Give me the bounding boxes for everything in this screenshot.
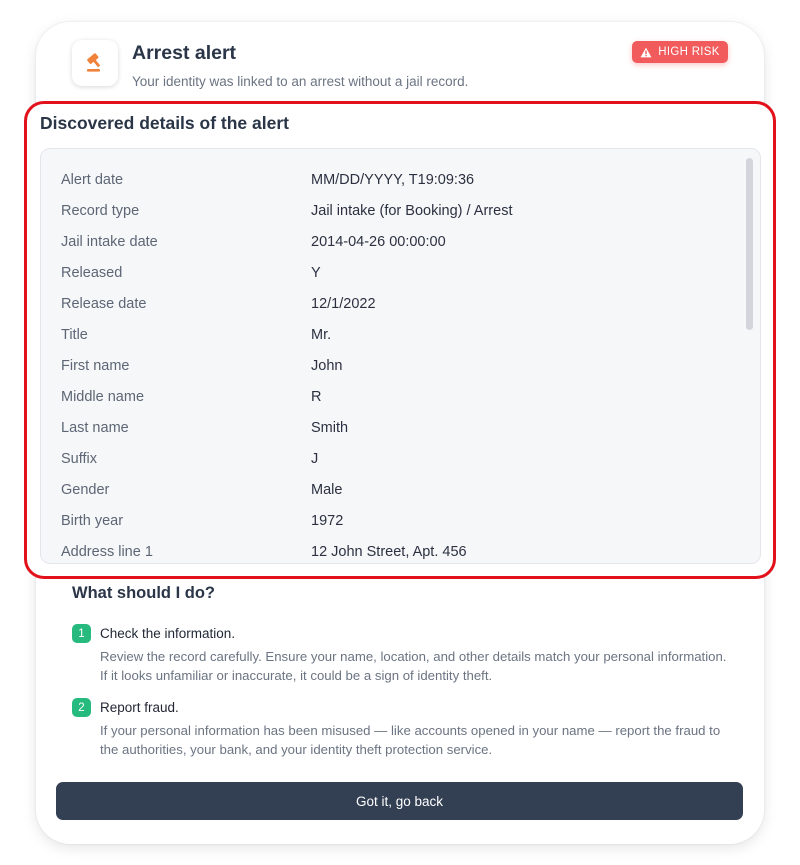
- detail-row: [41, 258, 741, 289]
- step-number-badge: 1: [72, 624, 91, 643]
- detail-value: 1972: [311, 513, 344, 529]
- detail-value: John: [311, 358, 343, 374]
- warning-icon: [640, 47, 652, 58]
- high-risk-badge: [632, 41, 728, 63]
- detail-value: J: [311, 451, 319, 467]
- alert-subtitle: Your identity was linked to an arrest without a jail record.: [132, 74, 469, 89]
- gavel-icon: [84, 52, 106, 74]
- detail-row: [41, 382, 741, 413]
- detail-label: Released: [61, 265, 123, 281]
- detail-row: [41, 475, 741, 506]
- alert-title: Arrest alert: [132, 42, 237, 64]
- detail-row: [41, 413, 741, 444]
- detail-label: Record type: [61, 203, 140, 219]
- detail-label: Gender: [61, 482, 110, 498]
- detail-value: MM/DD/YYYY, T19:09:36: [311, 172, 475, 188]
- detail-value: 12/1/2022: [311, 296, 376, 312]
- alert-app-icon: [72, 40, 118, 86]
- detail-label: Title: [61, 327, 88, 343]
- detail-label: Release date: [61, 296, 147, 312]
- details-scrollbar[interactable]: [746, 158, 753, 558]
- detail-value: Male: [311, 482, 343, 498]
- step-title: Check the information.: [100, 626, 236, 641]
- detail-value: Jail intake (for Booking) / Arrest: [311, 203, 513, 219]
- badge-label: HIGH RISK: [658, 46, 720, 58]
- detail-value: R: [311, 389, 322, 405]
- detail-value: 2014-04-26 00:00:00: [311, 234, 446, 250]
- detail-row: [41, 351, 741, 382]
- step-number-badge: 2: [72, 698, 91, 717]
- step-description: If your personal information has been misused — like accounts opened in your name — report the fraud to the authorities, your bank, and your identity theft protection service.: [100, 723, 721, 757]
- step-title: Report fraud.: [100, 700, 179, 715]
- detail-label: Birth year: [61, 513, 124, 529]
- detail-value: Y: [311, 265, 321, 281]
- step-description: Review the record carefully. Ensure your name, location, and other details match your personal information. If it looks unfamiliar or inaccurate, it could be a sign of identity theft.: [100, 649, 727, 683]
- detail-label: Alert date: [61, 172, 124, 188]
- scrollbar-thumb[interactable]: [746, 158, 753, 330]
- go-back-button[interactable]: Got it, go back: [56, 782, 743, 820]
- detail-label: First name: [61, 358, 130, 374]
- details-panel[interactable]: [40, 148, 761, 564]
- details-heading: Discovered details of the alert: [40, 113, 289, 133]
- detail-value: 12 John Street, Apt. 456: [311, 544, 467, 560]
- guidance-heading: What should I do?: [72, 584, 215, 602]
- detail-row: [41, 227, 741, 258]
- detail-row: [41, 320, 741, 351]
- detail-row: [41, 196, 741, 227]
- detail-row: [41, 537, 741, 564]
- detail-row: [41, 165, 741, 196]
- detail-label: Jail intake date: [61, 234, 158, 250]
- detail-row: [41, 289, 741, 320]
- detail-label: Middle name: [61, 389, 145, 405]
- detail-row: [41, 506, 741, 537]
- detail-label: Address line 1: [61, 544, 153, 560]
- detail-row: [41, 444, 741, 475]
- detail-value: Smith: [311, 420, 349, 436]
- detail-label: Last name: [61, 420, 129, 436]
- detail-value: Mr.: [311, 327, 332, 343]
- detail-label: Suffix: [61, 451, 98, 467]
